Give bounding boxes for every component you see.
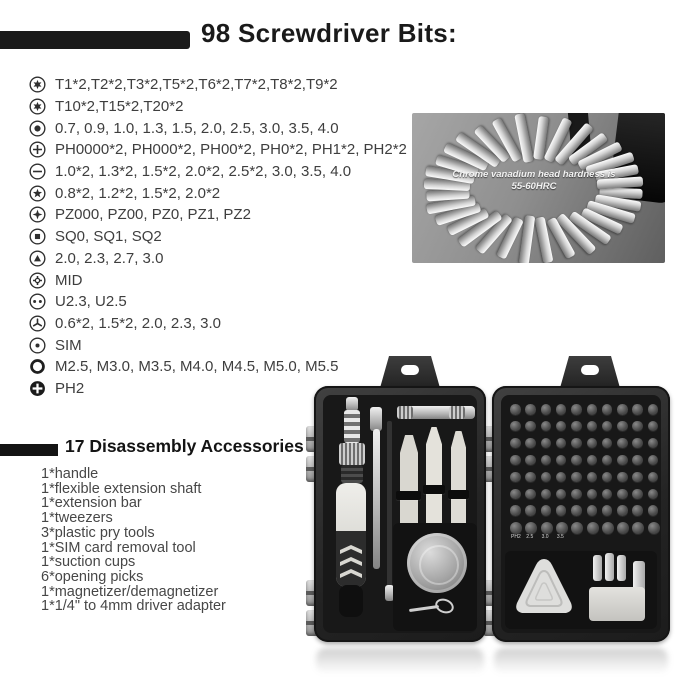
case-bit — [632, 455, 643, 466]
case-bit — [510, 421, 521, 432]
case-bit — [541, 505, 552, 516]
case-bit — [510, 505, 521, 516]
case-bit — [571, 505, 582, 516]
case-bit — [587, 438, 598, 449]
case-bit — [632, 421, 643, 432]
case-bit — [587, 421, 598, 432]
shaft-knurl-end — [397, 406, 413, 419]
case-bit — [541, 421, 552, 432]
driver-adapter-block — [589, 587, 645, 621]
case-bit — [556, 421, 567, 432]
case-bit — [525, 472, 536, 483]
bit-spec-row — [29, 269, 407, 291]
accessory-item: 1*magnetizer/demagnetizer — [41, 583, 219, 600]
case-bit — [617, 404, 628, 415]
left-case-interior — [323, 395, 477, 633]
case-bit — [525, 505, 536, 516]
case-bit — [632, 404, 643, 415]
bit-spec-row — [29, 139, 407, 161]
accessories-title-accent-bar — [0, 444, 58, 456]
adapter-bit — [593, 555, 602, 581]
case-bit — [587, 455, 598, 466]
bit-spec-text: PH2 — [55, 379, 85, 397]
bit-spec-row — [29, 182, 407, 204]
left-case-hanger-tab — [380, 356, 440, 388]
triangle-opening-pick — [511, 555, 577, 623]
case-bit — [632, 505, 643, 516]
case-bit — [556, 522, 568, 534]
bit-spec-text: T1*2,T2*2,T3*2,T5*2,T6*2,T7*2,T8*2,T9*2 — [55, 76, 338, 94]
bit-spec-text: 0.6*2, 1.5*2, 2.0, 2.3, 3.0 — [55, 314, 221, 332]
bit-spec-row — [29, 204, 407, 226]
accessory-item: 1*SIM card removal tool — [41, 539, 196, 556]
case-bit — [602, 455, 613, 466]
accessories-section-title: 17 Disassembly Accessories — [65, 436, 304, 456]
bit-spec-row — [29, 74, 407, 96]
torx-icon — [29, 76, 46, 93]
accessory-item: 6*opening picks — [41, 568, 144, 585]
case-bit — [571, 522, 583, 534]
case-bit — [556, 404, 567, 415]
phillips-icon — [29, 141, 46, 158]
hex-bit-icon — [29, 120, 46, 137]
case-bit — [525, 404, 536, 415]
bits-photo-caption — [412, 169, 656, 193]
case-bit — [587, 489, 598, 500]
case-bit — [602, 472, 613, 483]
bit-spec-text: SIM — [55, 336, 82, 354]
extension-bar-socket — [370, 407, 382, 431]
case-bit — [617, 522, 629, 534]
holder-clip — [448, 490, 469, 499]
caption-line-2: 55-60HRC — [511, 181, 557, 192]
case-bit — [602, 522, 614, 534]
case-bit — [556, 472, 567, 483]
accessories-list — [41, 467, 226, 614]
extension-bar — [373, 429, 380, 569]
case-bit-label: 3.0 — [541, 534, 549, 541]
case-bit — [617, 505, 628, 516]
bit-spec-text: M2.5, M3.0, M3.5, M4.0, M4.5, M5.0, M5.5 — [55, 358, 339, 376]
case-bit — [648, 472, 659, 483]
bit-spec-text: PH0000*2, PH000*2, PH00*2, PH0*2, PH1*2, PH2*2 — [55, 141, 407, 159]
case-bit — [541, 438, 552, 449]
bit-spec-text: U2.3, U2.5 — [55, 293, 127, 311]
bits-spec-list — [29, 74, 407, 399]
case-bit — [571, 438, 582, 449]
handle-end-cap — [339, 585, 363, 617]
case-reflection — [316, 648, 484, 674]
case-bit — [632, 472, 643, 483]
right-case-hanger-tab — [560, 356, 620, 388]
square-icon — [29, 228, 46, 245]
case-bit — [632, 489, 643, 500]
bit-spec-text: 2.0, 2.3, 2.7, 3.0 — [55, 249, 164, 267]
torx-icon — [29, 98, 46, 115]
case-bit — [525, 421, 536, 432]
handle-rings — [344, 410, 360, 443]
accessory-item: 1*handle — [41, 466, 99, 482]
case-bit — [648, 404, 659, 415]
case-bit — [525, 489, 536, 500]
bit-spec-row — [29, 313, 407, 335]
case-bit — [617, 455, 628, 466]
case-bit — [587, 404, 598, 415]
mid-icon — [29, 272, 46, 289]
bit-spec-row — [29, 291, 407, 313]
case-bit — [648, 421, 659, 432]
handle-knurl-collar — [339, 443, 365, 465]
adapter-bit — [617, 555, 626, 581]
case-bit — [510, 438, 521, 449]
case-bit-label: 3.5 — [556, 534, 564, 541]
case-bit — [571, 421, 582, 432]
case-bit — [510, 522, 522, 534]
case-bit — [571, 404, 582, 415]
thin-shaft — [387, 421, 392, 589]
case-bit — [541, 404, 552, 415]
bit-spec-text: 1.0*2, 1.3*2, 1.5*2, 2.0*2, 2.5*2, 3.0, 3.5, 4.0 — [55, 163, 352, 181]
suction-cup-ring — [419, 545, 459, 585]
case-bit — [510, 472, 521, 483]
adapter-bit — [605, 553, 614, 581]
case-bit — [556, 489, 567, 500]
pozidriv-icon — [29, 206, 46, 223]
bit-spec-row — [29, 117, 407, 139]
socket-icon — [29, 358, 46, 375]
tri-wing-icon — [29, 315, 46, 332]
case-bit — [648, 522, 660, 534]
bit-spec-row — [29, 248, 407, 270]
case-bit — [541, 489, 552, 500]
handle-tip — [346, 397, 358, 411]
handle-neck — [341, 465, 363, 483]
case-bit — [587, 522, 599, 534]
case-bit — [617, 489, 628, 500]
accessory-item: 1*suction cups — [41, 554, 136, 571]
case-bit — [525, 455, 536, 466]
case-bit — [632, 438, 643, 449]
case-bit — [602, 421, 613, 432]
case-reflection — [494, 648, 668, 674]
case-bit — [556, 438, 567, 449]
case-bit — [648, 489, 659, 500]
accessory-item: 1*1/4" to 4mm driver adapter — [41, 598, 226, 615]
case-bit — [648, 455, 659, 466]
case-bit — [525, 438, 536, 449]
bit-spec-text: T10*2,T15*2,T20*2 — [55, 98, 184, 116]
caption-line-1: Chrome vanadium head hardness is — [452, 169, 616, 180]
toolkit-case-photo — [306, 356, 679, 679]
shaft-knurl-end — [449, 406, 465, 419]
holder-clip — [423, 485, 445, 494]
accessory-item: 3*plastic pry tools — [41, 524, 155, 541]
right-case-interior — [501, 395, 661, 633]
case-bit — [556, 455, 567, 466]
case-left-half — [314, 386, 486, 642]
holder-clip — [396, 491, 421, 500]
case-bit — [556, 505, 567, 516]
bit-spec-text: SQ0, SQ1, SQ2 — [55, 228, 162, 246]
bits-fan-photo — [412, 113, 665, 263]
case-bit — [602, 489, 613, 500]
case-bit — [571, 455, 582, 466]
bit-spec-text: PZ000, PZ00, PZ0, PZ1, PZ2 — [55, 206, 251, 224]
accessory-item: 1*tweezers — [41, 510, 113, 527]
sim-icon — [29, 337, 46, 354]
accessory-item: 1*extension bar — [41, 495, 142, 512]
bit-spec-row — [29, 334, 407, 356]
case-bit — [648, 438, 659, 449]
pentalobe-icon — [29, 185, 46, 202]
slotted-icon — [29, 163, 46, 180]
case-bit — [571, 489, 582, 500]
case-bit — [617, 421, 628, 432]
case-bit — [602, 505, 613, 516]
screwdriver-handle-grip — [336, 483, 366, 587]
case-bit — [617, 438, 628, 449]
case-bit — [541, 522, 553, 534]
hanger-hole — [581, 365, 599, 375]
bit-spec-row — [29, 96, 407, 118]
triangle-icon — [29, 250, 46, 267]
case-bit — [602, 438, 613, 449]
case-right-half — [492, 386, 670, 642]
case-bit — [587, 505, 598, 516]
phillips-solid-icon — [29, 380, 46, 397]
bit-spec-row — [29, 161, 407, 183]
accessory-item: 1*flexible extension shaft — [41, 480, 202, 497]
bit-spec-row — [29, 226, 407, 248]
bit-spec-text: 0.7, 0.9, 1.0, 1.3, 1.5, 2.0, 2.5, 3.0, 3.5, 4.0 — [55, 119, 339, 137]
hanger-hole — [401, 365, 419, 375]
u-type-icon — [29, 293, 46, 310]
case-bit — [632, 522, 644, 534]
case-bit — [510, 455, 521, 466]
bit-spec-text: 0.8*2, 1.2*2, 1.5*2, 2.0*2 — [55, 184, 221, 202]
case-bit — [571, 472, 582, 483]
case-bit — [587, 472, 598, 483]
bits-title-accent-bar — [0, 31, 190, 49]
case-bit — [541, 472, 552, 483]
case-bit-label: 2.5 — [526, 534, 534, 541]
case-bit — [617, 472, 628, 483]
case-bit — [541, 455, 552, 466]
case-bit — [510, 489, 521, 500]
case-bit — [648, 505, 659, 516]
case-bit — [510, 404, 521, 415]
case-bit — [525, 522, 537, 534]
case-bit — [602, 404, 613, 415]
bit-spec-text: MID — [55, 271, 83, 289]
case-bit-label: PH2 — [511, 534, 521, 541]
bits-section-title: 98 Screwdriver Bits: — [201, 18, 458, 48]
